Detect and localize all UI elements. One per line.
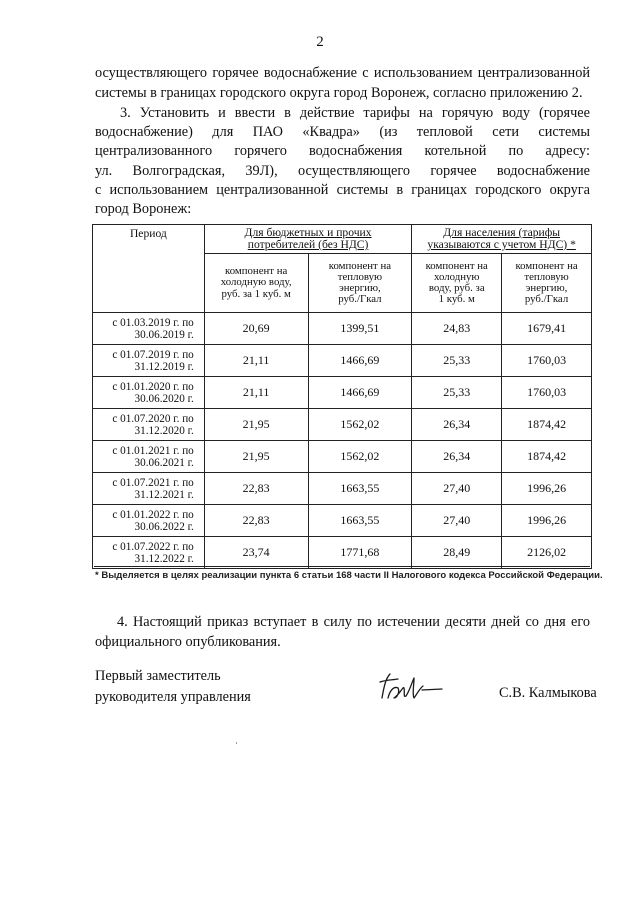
- subheader-line: компонент на: [225, 265, 288, 278]
- subheader-line: руб./Гкал: [338, 293, 382, 306]
- page-number: 2: [316, 34, 324, 50]
- period-cell: [93, 505, 205, 537]
- group-header-budget: [204, 225, 412, 254]
- subheader-cold-water-budget: [204, 254, 308, 313]
- period-start: с 01.01.2020 г. по: [112, 380, 194, 393]
- table-row: [93, 505, 592, 537]
- signatory-title-line: Первый заместитель: [95, 668, 221, 684]
- value-cell: 1466,69: [308, 377, 412, 409]
- footnote-divider: [94, 566, 590, 567]
- period-start: с 01.07.2021 г. по: [112, 476, 194, 489]
- subheader-line: воду, руб. за: [428, 282, 485, 294]
- period-start: с 01.01.2022 г. по: [112, 508, 194, 521]
- value-cell: 1679,41: [502, 313, 592, 345]
- group-header-line: Для населения (тарифы: [443, 226, 561, 239]
- subheader-line: компонент на: [328, 259, 392, 272]
- value-cell: 1562,02: [308, 441, 412, 473]
- period-cell: [93, 441, 205, 473]
- paragraph-item-3: [95, 104, 590, 219]
- subheader-heat-energy-population: [502, 254, 592, 313]
- group-header-population: [412, 225, 592, 254]
- value-cell: 2126,02: [502, 537, 592, 569]
- subheader-line: энергию,: [339, 282, 381, 294]
- group-header-line: указываются с учетом НДС) *: [427, 238, 576, 251]
- value-cell: 25,33: [412, 377, 502, 409]
- subheader-heat-energy-budget: [308, 254, 412, 313]
- period-start: с 01.07.2019 г. по: [112, 348, 194, 361]
- text-line: город Воронеж:: [95, 201, 192, 218]
- text-line: централизованного горячего водоснабжения котельной по адресу:: [95, 143, 590, 160]
- tariff-table: [92, 224, 592, 569]
- subheader-line: руб./Гкал: [524, 293, 569, 306]
- subheader-line: 1 куб. м: [438, 293, 475, 306]
- table-row: [93, 313, 592, 345]
- period-end: 31.12.2020 г.: [134, 424, 194, 437]
- value-cell: 1771,68: [308, 537, 412, 569]
- value-cell: 1466,69: [308, 345, 412, 377]
- handwritten-signature: [370, 668, 450, 708]
- value-cell: 1874,42: [502, 441, 592, 473]
- text-line: 3. Установить и ввести в действие тарифы на горячую воду (горячее: [120, 105, 590, 121]
- period-start: с 01.07.2020 г. по: [112, 412, 194, 425]
- subheader-line: компонент на: [515, 259, 578, 272]
- value-cell: 1760,03: [502, 345, 592, 377]
- table-row: [93, 473, 592, 505]
- value-cell: 1399,51: [308, 313, 412, 345]
- value-cell: 1663,55: [308, 505, 412, 537]
- subheader-line: холодную воду,: [220, 276, 292, 289]
- period-end: 31.12.2021 г.: [134, 488, 194, 501]
- period-cell: [93, 473, 205, 505]
- value-cell: 21,11: [204, 377, 308, 409]
- value-cell: 1996,26: [502, 473, 592, 505]
- group-header-line: Для бюджетных и прочих: [244, 226, 372, 239]
- text-line: официального опубликования.: [95, 634, 281, 650]
- period-cell: [93, 409, 205, 441]
- period-end: 31.12.2019 г.: [134, 360, 194, 373]
- value-cell: 22,83: [204, 505, 308, 537]
- value-cell: 21,11: [204, 345, 308, 377]
- text-line: осуществляющего горячее водоснабжение с использованием централизованной: [95, 65, 590, 81]
- period-cell: [93, 313, 205, 345]
- table-row: [93, 345, 592, 377]
- subheader-line: холодную: [433, 270, 480, 283]
- period-cell: [93, 377, 205, 409]
- value-cell: 26,34: [412, 441, 502, 473]
- signatory-title-line: руководителя управления: [95, 689, 251, 705]
- subheader-line: руб. за 1 куб. м: [221, 287, 291, 300]
- table-row: [93, 537, 592, 569]
- period-end: 30.06.2021 г.: [134, 456, 194, 469]
- table-row: [93, 441, 592, 473]
- text-line: с использованием централизованной системы в границах городского округа: [95, 181, 590, 198]
- value-cell: 1663,55: [308, 473, 412, 505]
- value-cell: 27,40: [412, 505, 502, 537]
- subheader-line: энергию,: [525, 282, 568, 294]
- value-cell: 27,40: [412, 473, 502, 505]
- text-line: системы в границах городского округа город Воронеж, согласно приложению 2.: [95, 85, 583, 101]
- period-cell: [93, 345, 205, 377]
- value-cell: 1874,42: [502, 409, 592, 441]
- value-cell: 20,69: [204, 313, 308, 345]
- subheader-line: компонент на: [425, 259, 488, 272]
- value-cell: 26,34: [412, 409, 502, 441]
- period-start: с 01.01.2021 г. по: [112, 444, 194, 457]
- value-cell: 1760,03: [502, 377, 592, 409]
- value-cell: 25,33: [412, 345, 502, 377]
- signatory-title: [95, 666, 251, 708]
- footnote: * Выделяется в целях реализации пункта 6 статьи 168 части II Налогового кодекса Российской Федерации.: [95, 570, 603, 581]
- value-cell: 1996,26: [502, 505, 592, 537]
- period-header: Период: [93, 225, 205, 313]
- value-cell: 24,83: [412, 313, 502, 345]
- subheader-line: тепловую: [337, 270, 383, 283]
- period-end: 30.06.2019 г.: [134, 328, 194, 341]
- paragraph-continuation: [95, 63, 590, 103]
- value-cell: 1562,02: [308, 409, 412, 441]
- value-cell: 23,74: [204, 537, 308, 569]
- paragraph-item-4: [95, 612, 590, 652]
- period-start: с 01.07.2022 г. по: [112, 540, 194, 553]
- text-line: водоснабжение) для ПАО «Квадра» (из тепловой сети системы: [95, 124, 590, 141]
- value-cell: 28,49: [412, 537, 502, 569]
- value-cell: 22,83: [204, 473, 308, 505]
- group-header-line: потребителей (без НДС): [247, 238, 369, 251]
- text-line: 4. Настоящий приказ вступает в силу по истечении десяти дней со дня его: [117, 614, 590, 630]
- signatory-name: С.В. Калмыкова: [499, 685, 597, 701]
- table-row: [93, 377, 592, 409]
- table-row: [93, 409, 592, 441]
- period-end: 30.06.2020 г.: [134, 392, 194, 405]
- subheader-line: тепловую: [524, 270, 569, 283]
- period-end: 30.06.2022 г.: [134, 520, 194, 533]
- period-cell: [93, 537, 205, 569]
- text-line: ул. Волгоградская, 39Л), осуществляющего горячее водоснабжение: [95, 162, 590, 179]
- subheader-cold-water-population: [412, 254, 502, 313]
- value-cell: 21,95: [204, 441, 308, 473]
- period-start: с 01.03.2019 г. по: [112, 316, 194, 329]
- value-cell: 21,95: [204, 409, 308, 441]
- period-end: 31.12.2022 г.: [134, 552, 194, 565]
- scan-speck: [236, 742, 237, 744]
